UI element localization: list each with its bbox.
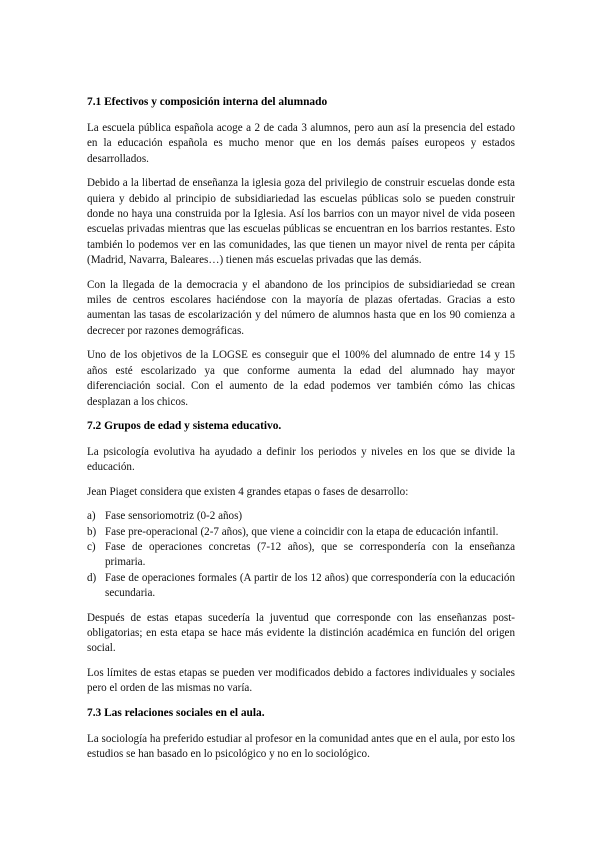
paragraph: La sociología ha preferido estudiar al profesor en la comunidad antes que en el aula, por esto los estudios se han basado en lo psicológico y no en lo sociológico. bbox=[87, 732, 515, 760]
list-marker: a) bbox=[87, 510, 96, 523]
list-marker: d) bbox=[87, 571, 97, 584]
document-page bbox=[87, 95, 515, 771]
paragraph: La escuela pública española acoge a 2 de cada 3 alumnos, pero aun así la presencia del estado en la educación española es mucho menor que en los demás países europeos y estados desarrollados. bbox=[87, 122, 515, 165]
paragraph: Jean Piaget considera que existen 4 grandes etapas o fases de desarrollo: bbox=[87, 485, 409, 498]
paragraph: Con la llegada de la democracia y el abandono de los principios de subsidiariedad se crean miles de centros escolares haciéndose con la mayoría de plazas ofertadas. Gracias a esto aumentan las tasas de escolarización y del número de alumnos hasta que en los 90 comienza a decrecer por razones demográficas. bbox=[87, 278, 515, 337]
list-item bbox=[87, 540, 515, 571]
section-heading-7-3: 7.3 Las relaciones sociales en el aula. bbox=[87, 706, 265, 719]
list-item-text: Fase de operaciones formales (A partir de los 12 años) que correspondería con la educación secundaria. bbox=[105, 571, 515, 600]
paragraph: Después de estas etapas sucedería la juventud que corresponde con las enseñanzas post-obligatorias; en esta etapa se hace más evidente la distinción académica en función del origen social. bbox=[87, 611, 515, 655]
paragraph: Debido a la libertad de enseñanza la iglesia goza del privilegio de construir escuelas donde esta quiera y debido al principio de subsidiariedad las escuelas públicas solo se pueden construir donde no haya una construida por la Iglesia. Así los barrios con un mayor nivel de vida poseen escuelas privadas mientras que las escuelas públicas se encuentran en los barrios restantes. Esto también lo podemos ver en las comunidades, las que tienen un mayor nivel de renta per cápita (Madrid, Navarra, Baleares…) tienen más escuelas privadas que las demás. bbox=[87, 177, 515, 267]
development-stages-list bbox=[87, 509, 515, 601]
list-item-text: Fase de operaciones concretas (7-12 años), que se correspondería con la enseñanza primaria. bbox=[105, 540, 515, 569]
section-heading-7-1: 7.1 Efectivos y composición interna del alumnado bbox=[87, 96, 328, 108]
paragraph: La psicología evolutiva ha ayudado a definir los periodos y niveles en los que se divide la educación. bbox=[87, 445, 515, 474]
section-heading-7-2: 7.2 Grupos de edad y sistema educativo. bbox=[87, 419, 282, 432]
list-item bbox=[87, 509, 515, 524]
list-marker: b) bbox=[87, 525, 97, 538]
list-item-text: Fase sensoriomotriz (0-2 años) bbox=[105, 510, 243, 523]
list-item bbox=[87, 525, 515, 540]
list-item bbox=[87, 571, 515, 602]
paragraph: Los límites de estas etapas se pueden ver modificados debido a factores individuales y sociales pero el orden de las mismas no varía. bbox=[87, 666, 515, 695]
list-marker: c) bbox=[87, 540, 96, 553]
list-item-text: Fase pre-operacional (2-7 años), que viene a coincidir con la etapa de educación infantil. bbox=[105, 525, 499, 538]
paragraph: Uno de los objetivos de la LOGSE es conseguir que el 100% del alumnado de entre 14 y 15 años esté escolarizado ya que conforme aumenta la edad del alumnado hay mayor diferenciación social. Con el aumento de la edad podemos ver también cómo las chicas desplazan a los chicos. bbox=[87, 349, 515, 408]
